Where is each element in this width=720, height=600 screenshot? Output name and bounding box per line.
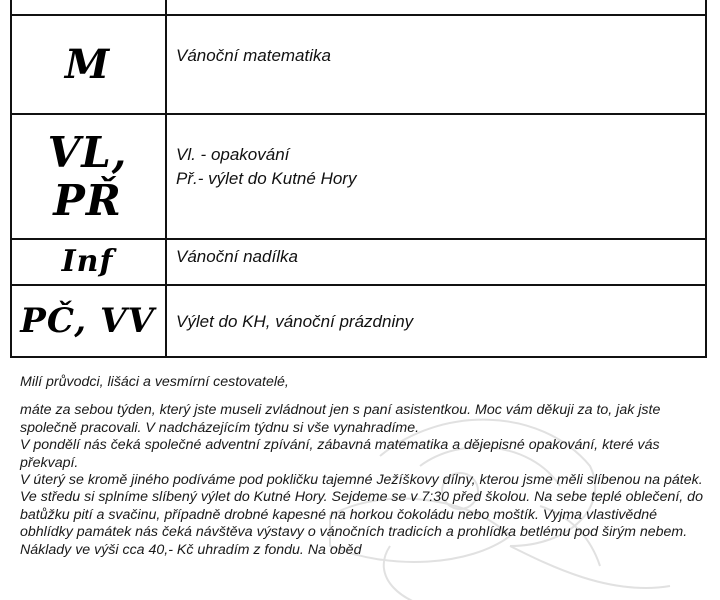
letter-greeting: Milí průvodci, lišáci a vesmírní cestovatelé, bbox=[20, 374, 289, 390]
letter-text-area bbox=[10, 356, 705, 600]
subject-pr: PŘ bbox=[53, 176, 122, 225]
table-border-right bbox=[705, 0, 707, 357]
letter-paragraph: máte za sebou týden, který jste museli zvládnout jen s paní asistentkou. Moc vám děkuji za to, jak jste společně pracovali. V nadcházejícím týdnu si vše vynahradíme. bbox=[20, 402, 661, 436]
subject-description: Vánoční nadílka bbox=[176, 247, 298, 266]
subject-description: Vánoční matematika bbox=[176, 46, 331, 65]
subject-math: M bbox=[64, 40, 111, 88]
subject-vl: VL, bbox=[47, 128, 128, 177]
letter-paragraph: Ve středu si splníme slíbený výlet do Kutné Hory. Sejdeme se v 7:30 před školou. Na sebe teplé oblečení, do batůžku pití a svačinu, případně drobné kapesné na horkou čokoládu nebo moštík. Vyjma vlastivědné obhlídky památek nás čeká návštěva výstavy o vánočních tradicích a prohlídka betlému pod širým nebem. Náklady ve výši cca 40,- Kč uhradím z fondu. Na oběd bbox=[20, 489, 703, 558]
letter-paragraph: V pondělí nás čeká společné adventní zpívání, zábavná matematika a dějepisné opakování, které vás překvapí. bbox=[20, 437, 660, 471]
table-row-line bbox=[10, 113, 707, 115]
subject-description: Výlet do KH, vánoční prázdniny bbox=[176, 312, 414, 331]
table-border-divider bbox=[165, 0, 167, 357]
letter-paragraph: V úterý se kromě jiného podíváme pod pokličku tajemné Ježíškovy dílny, kterou jsme měli slíbenou na pátek. bbox=[20, 472, 703, 489]
subject-description: Vl. - opakování Př.- výlet do Kutné Hory bbox=[176, 145, 357, 188]
subject-vl-pr bbox=[10, 118, 165, 236]
subject-inf: Inf bbox=[61, 244, 114, 279]
subject-pc-vv: PČ, VV bbox=[20, 300, 155, 341]
